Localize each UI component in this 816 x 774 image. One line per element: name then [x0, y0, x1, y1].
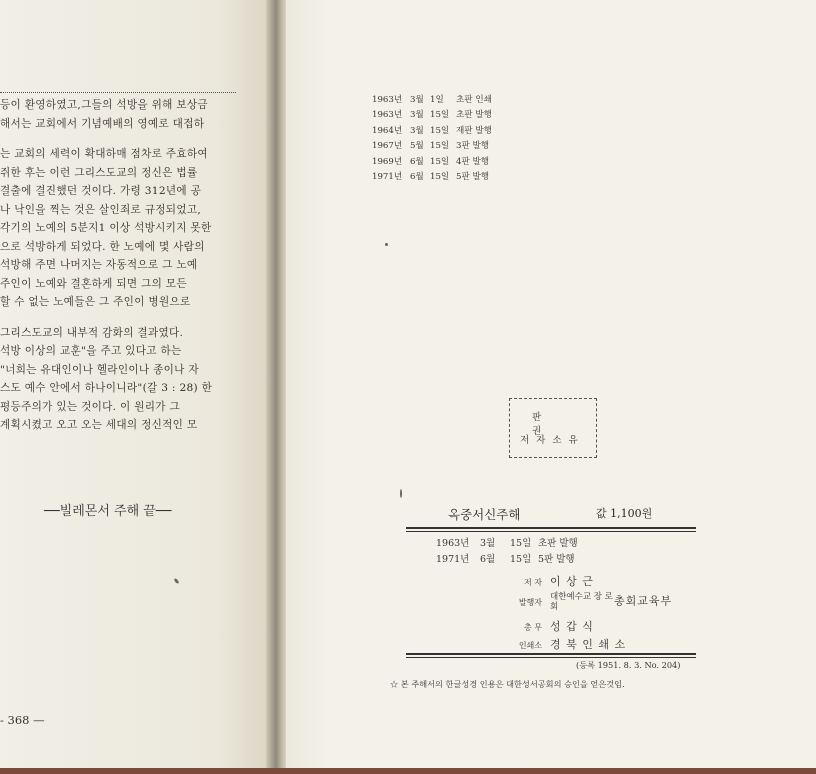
- distributor-label: 총 무: [524, 623, 542, 632]
- edition-day: 15일: [510, 554, 532, 565]
- history-day: 1일: [430, 95, 444, 105]
- text-line: 나 낙인을 찍는 것은 살인죄로 규정되었고,: [0, 203, 202, 216]
- history-day: 15일: [430, 141, 450, 152]
- author-label: 저 자: [524, 578, 542, 587]
- stamp-line-2: 저자소유: [520, 435, 585, 446]
- history-event: 초판 인쇄: [456, 95, 492, 105]
- printer-row: [496, 636, 626, 652]
- history-day: 15일: [430, 156, 450, 167]
- text-line: 평등주의가 있는 것이다. 이 원리가 그: [0, 400, 181, 413]
- history-year: 1964년: [372, 125, 403, 136]
- colophon-rule-top: [406, 527, 696, 529]
- history-event: 4판 발행: [456, 156, 490, 167]
- edition-event: 초판 발행: [538, 538, 578, 549]
- history-event: 재판 발행: [456, 125, 492, 136]
- right-page: [286, 0, 816, 774]
- history-row: [372, 139, 492, 154]
- history-day: 15일: [430, 110, 450, 121]
- author-row: [496, 573, 594, 589]
- distributor-row: [496, 618, 594, 634]
- publisher-name: 총회교육부: [614, 594, 673, 608]
- bible-quote-notice: ☆ 본 주해서의 한글성경 인용은 대한성서공회의 승인을 얻은것임.: [390, 679, 625, 689]
- page-bottom-edge: [0, 768, 816, 774]
- edition-event: 5판 발행: [538, 554, 575, 565]
- text-line: 할 수 없는 노예들은 그 주인이 병원으로: [0, 296, 191, 308]
- end-mark: ──빌레몬서 주해 끝──: [44, 504, 172, 519]
- history-day: 15일: [430, 172, 450, 183]
- edition-row: [436, 536, 578, 552]
- history-year: 1967년: [372, 141, 403, 152]
- text-line: 석방해 주면 나머지는 자동적으로 그 노예: [0, 259, 198, 271]
- edition-list: [436, 536, 578, 568]
- registration-number: (등록 1951. 8. 3. No. 204): [576, 660, 681, 670]
- history-month: 6월: [410, 172, 424, 183]
- publisher-row: [496, 592, 672, 612]
- history-row: [372, 124, 492, 139]
- history-day: 15일: [430, 125, 450, 136]
- history-month: 5월: [410, 141, 424, 152]
- text-line: 주인이 노예와 결혼하게 되면 그의 모든: [0, 277, 187, 290]
- edition-row: [436, 552, 578, 568]
- history-month: 3월: [410, 110, 424, 121]
- ink-speck: [400, 489, 402, 498]
- ink-speck: [173, 578, 179, 585]
- left-body-text: [0, 96, 240, 435]
- history-row: [372, 170, 492, 185]
- edition-day: 15일: [510, 538, 532, 549]
- text-line: 쥐한 후는 이런 그리스도교의 정신은 법률: [0, 166, 198, 179]
- edition-month: 6월: [480, 554, 496, 565]
- history-year: 1969년: [372, 156, 403, 167]
- history-event: 초판 발행: [456, 110, 492, 121]
- history-event: 3판 발행: [456, 141, 490, 152]
- publisher-label: 발행자: [518, 597, 542, 607]
- colophon-rule-top-thin: [406, 531, 696, 532]
- page-number: - 368 —: [0, 713, 45, 727]
- text-line: 그리스도교의 내부적 감화의 결과였다.: [0, 326, 184, 339]
- copyright-stamp: [509, 398, 597, 458]
- paragraph-gap: [0, 133, 240, 145]
- text-line: 으로 석방하게 되었다. 한 노예에 몇 사람의: [0, 240, 205, 253]
- printer-name: 경 북 인 쇄 소: [550, 638, 627, 651]
- text-line: 각기의 노예의 5분지1 이상 석방시키지 못한: [0, 222, 212, 234]
- left-page: [0, 0, 272, 774]
- text-line: 해서는 교회에서 기념예배의 영예로 대접하: [0, 117, 205, 130]
- text-line: 는 교회의 세력이 확대하매 점차로 주효하여: [0, 148, 208, 160]
- printing-history: [372, 93, 492, 185]
- colophon-title-row: [448, 505, 688, 523]
- publisher-org: 대한예수교 장 로 회: [550, 592, 613, 612]
- distributor-name: 성 갑 식: [550, 620, 594, 633]
- book-gutter: [266, 0, 288, 774]
- edition-month: 3월: [480, 538, 496, 549]
- text-line: 등이 환영하였고,그들의 석방을 위해 보상금: [0, 99, 208, 111]
- history-event: 5판 발행: [456, 172, 490, 183]
- history-year: 1963년: [372, 95, 403, 105]
- printer-label: 인쇄소: [518, 641, 542, 650]
- history-row: [372, 155, 492, 170]
- text-line: 결출에 결진했던 것이다. 가령 312년에 공: [0, 185, 202, 197]
- text-line: "너희는 유대인이나 헬라인이나 종이나 자: [0, 363, 199, 376]
- author-name: 이 상 근: [550, 575, 594, 588]
- history-row: [372, 93, 492, 108]
- stamp-line-1: 판 권: [532, 412, 562, 437]
- text-line: 스도 예수 안에서 하나이니라"(갈 3 : 28) 한: [0, 382, 213, 394]
- paragraph-gap: [0, 312, 240, 324]
- edition-year: 1971년: [436, 554, 470, 565]
- text-line: 석방 이상의 교훈"을 주고 있다고 하는: [0, 345, 182, 357]
- history-row: [372, 108, 492, 123]
- book-title: 옥중서신주해: [448, 507, 521, 522]
- colophon-rule-bottom-thin: [406, 657, 696, 658]
- history-month: 3월: [410, 125, 424, 136]
- history-month: 3월: [410, 95, 424, 105]
- edition-year: 1963년: [436, 538, 470, 549]
- text-line: 계획시켰고 오고 오는 세대의 정신적인 모: [0, 419, 198, 431]
- history-year: 1963년: [372, 110, 403, 121]
- history-year: 1971년: [372, 172, 403, 183]
- history-month: 6월: [410, 156, 424, 167]
- ink-speck: [385, 243, 388, 246]
- colophon-rule-bottom: [406, 653, 696, 655]
- book-price: 값 1,100원: [596, 507, 653, 520]
